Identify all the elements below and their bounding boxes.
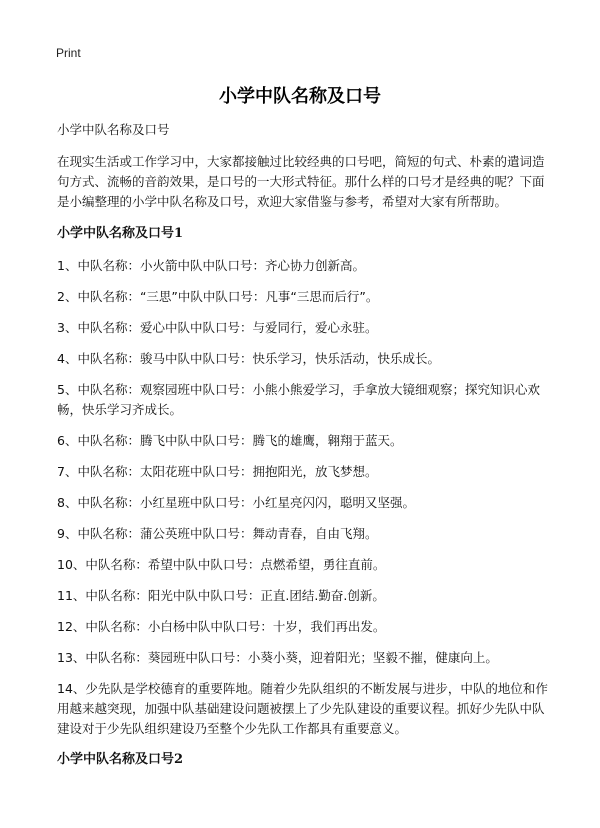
- list-item: 4、中队名称：骏马中队中队口号：快乐学习，快乐活动，快乐成长。: [57, 351, 440, 366]
- intro-paragraph: 在现实生活或工作学习中，大家都接触过比较经典的口号吧，简短的句式、朴素的遣词造句方式、流畅的音韵效果，是口号的一大形式特征。那什么样的口号才是经典的呢？下面是小编整理的小学中队名称及口号，欢迎大家借鉴与参考，希望对大家有所帮助。: [57, 154, 545, 209]
- list-item: 12、中队名称：小白杨中队中队口号：十岁，我们再出发。: [57, 619, 386, 634]
- list-item: 7、中队名称：太阳花班中队口号：拥抱阳光，放飞梦想。: [57, 464, 378, 479]
- document-subtitle: 小学中队名称及口号: [57, 122, 170, 137]
- list-item: 11、中队名称：阳光中队中队口号：正直.团结.勤奋.创新。: [57, 588, 385, 603]
- page-title: 小学中队名称及口号: [219, 86, 381, 107]
- list-item: 2、中队名称：“三思”中队中队口号：凡事“三思而后行”。: [57, 289, 379, 304]
- slogan-list: [57, 256, 549, 739]
- document-body: [57, 120, 549, 782]
- section-heading-1: 小学中队名称及口号1: [57, 226, 184, 241]
- list-item: 1、中队名称：小火箭中队中队口号：齐心协力创新高。: [57, 258, 365, 273]
- list-item: 9、中队名称：蒲公英班中队口号：舞动青春，自由飞翔。: [57, 526, 378, 541]
- list-item: 8、中队名称：小红星班中队口号：小红星亮闪闪，聪明又坚强。: [57, 495, 415, 510]
- list-item: 14、少先队是学校德育的重要阵地。随着少先队组织的不断发展与进步，中队的地位和作用越来越突现，加强中队基础建设问题被摆上了少先队建设的重要议程。抓好少先队中队建设对于少先队组织建设乃至整个少先队工作都具有重要意义。: [57, 681, 548, 736]
- list-item: 10、中队名称：希望中队中队口号：点燃希望，勇往直前。: [57, 557, 386, 572]
- section-heading-2: 小学中队名称及口号2: [57, 752, 184, 767]
- print-link[interactable]: Print: [56, 46, 81, 60]
- list-item: 13、中队名称：葵园班中队口号：小葵小葵，迎着阳光；坚毅不摧，健康向上。: [57, 650, 498, 665]
- list-item: 3、中队名称：爱心中队中队口号：与爱同行，爱心永驻。: [57, 320, 378, 335]
- list-item: 6、中队名称：腾飞中队中队口号：腾飞的雄鹰，翱翔于蓝天。: [57, 433, 403, 448]
- list-item: 5、中队名称：观察园班中队口号：小熊小熊爱学习，手拿放大镜细观察；探究知识心欢畅，快乐学习齐成长。: [57, 382, 540, 417]
